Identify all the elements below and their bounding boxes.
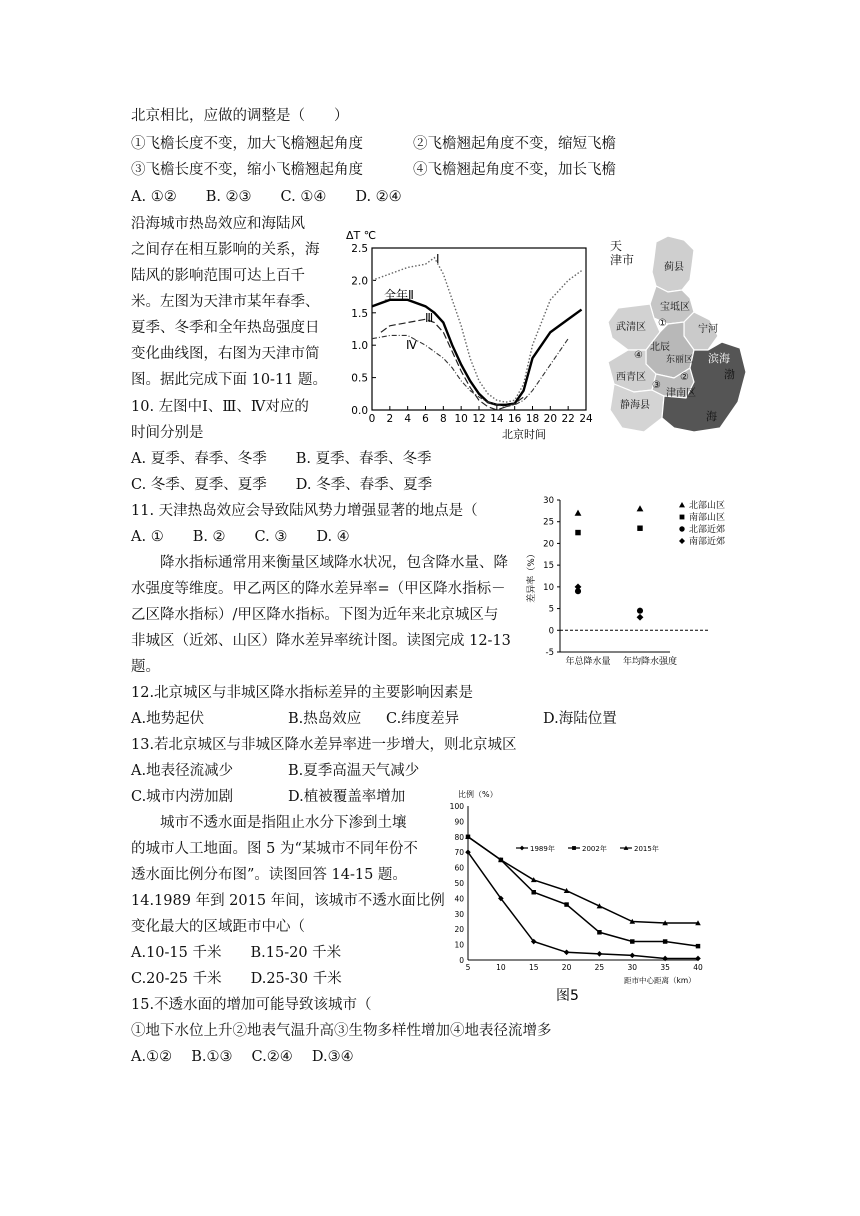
- map-label-jixian: 蓟县: [664, 262, 684, 273]
- x-tick-label: 24: [579, 413, 593, 425]
- q14-stem-2: 变化最大的区域距市中心（: [131, 919, 305, 935]
- impervious-ylabel: 比例（%）: [458, 790, 498, 799]
- heat-island-chart: [330, 222, 596, 444]
- impervious-figure-title: 图5: [556, 988, 579, 1004]
- series-label-III: Ⅲ: [425, 311, 434, 325]
- q10-stem-1: 10. 左图中Ⅰ、Ⅲ、Ⅳ对应的: [131, 399, 309, 415]
- q12-option-d: D.海陆位置: [543, 711, 617, 727]
- q9-option-2: ②飞檐翘起角度不变，缩短飞檐: [413, 136, 616, 152]
- x-tick-label: 2: [386, 413, 394, 425]
- x-tick-label: 8: [439, 413, 447, 425]
- heat-island-xlabel: 北京时间: [502, 428, 546, 441]
- impervious-point: [597, 930, 601, 934]
- series-label-I: Ⅰ: [436, 252, 440, 266]
- passage-12-line-3: 乙区降水指标）/甲区降水指标。下图为近年来北京城区与: [131, 607, 499, 623]
- map-label-jinghai: 静海县: [620, 400, 650, 411]
- y-tick-label: 0.5: [351, 372, 368, 385]
- tianjin-map: [598, 232, 750, 438]
- y-tick-label: 2.0: [351, 275, 368, 288]
- q15-stem: 15.不透水面的增加可能导致该城市（: [131, 997, 372, 1013]
- y-tick-label: 2.5: [351, 243, 368, 255]
- map-marker-3: ③: [652, 380, 661, 391]
- impervious-y-tick-label: 40: [454, 894, 464, 904]
- precip-difference-chart: [520, 488, 750, 670]
- x-tick-label: 0: [368, 413, 376, 425]
- precip-y-tick-label: 30: [543, 496, 554, 506]
- x-tick-label: 4: [404, 413, 412, 425]
- precip-legend-label: 南部山区: [689, 513, 726, 523]
- q9-choices: A. ①② B. ②③ C. ①④ D. ②④: [131, 189, 402, 205]
- impervious-y-tick-label: 60: [454, 863, 464, 873]
- passage-10-line-2: 之间存在相互影响的关系，海: [131, 242, 320, 258]
- q14-choices-1: A.10-15 千米 B.15-20 千米: [131, 945, 342, 961]
- q14-stem-1: 14.1989 年到 2015 年间，该城市不透水面比例: [131, 893, 445, 909]
- q12-stem: 12.北京城区与非城区降水指标差异的主要影响因素是: [131, 685, 474, 701]
- impervious-y-tick-label: 90: [454, 817, 464, 827]
- heat-island-series-3: [381, 319, 524, 410]
- precip-y-tick-label: 10: [543, 582, 554, 593]
- precip-point: [575, 583, 582, 590]
- impervious-x-tick-label: 15: [528, 963, 539, 972]
- x-tick-label: 20: [543, 413, 558, 425]
- x-tick-label: 14: [490, 413, 504, 425]
- q13-option-b: B.夏季高温天气减少: [288, 763, 420, 779]
- impervious-y-tick-label: 80: [454, 832, 464, 842]
- q13-option-c: C.城市内涝加剧: [131, 789, 234, 805]
- impervious-series-line-2: [468, 837, 698, 946]
- precip-legend-label: 北部山区: [689, 501, 726, 511]
- impervious-legend-label: 1989年: [530, 845, 555, 853]
- precip-category-label: 年均降水强度: [622, 657, 678, 667]
- impervious-x-tick-label: 30: [627, 963, 638, 972]
- passage-10-line-3: 陆风的影响范围可达上百千: [131, 268, 305, 284]
- impervious-x-tick-label: 5: [465, 963, 471, 972]
- precip-point: [637, 526, 642, 531]
- passage-14-line-1: 城市不透水面是指阻止水分下渗到土壤: [160, 815, 407, 831]
- impervious-point: [696, 944, 700, 948]
- impervious-point: [629, 953, 635, 959]
- precip-point: [637, 608, 643, 614]
- precip-legend-marker: [679, 502, 685, 507]
- map-label-hai: 海: [706, 410, 717, 423]
- heat-island-series-4: [372, 335, 568, 406]
- q12-option-c: C.纬度差异: [386, 711, 460, 727]
- impervious-y-tick-label: 10: [454, 940, 464, 950]
- q12-option-b: B.热岛效应: [288, 711, 362, 727]
- precip-point: [575, 510, 582, 516]
- precip-point: [637, 505, 644, 511]
- precip-y-tick-label: 25: [543, 517, 554, 528]
- precip-legend-marker: [680, 515, 685, 520]
- x-tick-label: 10: [454, 413, 468, 425]
- passage-10-line-1: 沿海城市热岛效应和海陆风: [131, 216, 305, 232]
- impervious-y-tick-label: 30: [454, 909, 464, 919]
- map-label-xiqing: 西青区: [616, 372, 646, 383]
- x-tick-label: 6: [422, 413, 429, 425]
- series-label-II: 全年Ⅱ: [384, 288, 414, 302]
- map-label-jinnan: 津南区: [666, 388, 696, 399]
- precip-ylabel: 差异率（%）: [527, 549, 537, 603]
- q13-stem: 13.若北京城区与非城区降水差异率进一步增大，则北京城区: [131, 737, 517, 753]
- impervious-x-tick-label: 25: [594, 963, 605, 972]
- map-label-ninghe: 宁河: [698, 324, 718, 335]
- impervious-point: [663, 939, 667, 943]
- precip-point: [637, 614, 644, 621]
- x-tick-label: 18: [525, 413, 540, 425]
- impervious-legend-marker: [520, 846, 525, 851]
- y-tick-label: 1.5: [351, 307, 368, 320]
- q14-choices-2: C.20-25 千米 D.25-30 千米: [131, 971, 342, 987]
- impervious-y-tick-label: 0: [459, 956, 464, 965]
- impervious-legend-label: 2002年: [582, 845, 607, 853]
- q11-choices: A. ① B. ② C. ③ D. ④: [131, 529, 350, 545]
- impervious-legend-label: 2015年: [634, 845, 659, 853]
- q10-choices-2: C. 冬季、夏季、夏季 D. 冬季、春季、夏季: [131, 477, 433, 493]
- map-marker-2: ②: [680, 372, 689, 383]
- passage-12-line-2: 水强度等维度。甲乙两区的降水差异率=（甲区降水指标－: [131, 581, 506, 597]
- impervious-point: [564, 950, 570, 956]
- precip-y-tick-label: 0: [548, 626, 554, 637]
- passage-10-line-5: 夏季、冬季和全年热岛强度日: [131, 320, 320, 336]
- map-marker-1: ①: [658, 318, 667, 329]
- precip-y-tick-label: 5: [548, 604, 554, 615]
- q15-choices: A.①② B.①③ C.②④ D.③④: [131, 1049, 354, 1065]
- impervious-y-tick-label: 20: [454, 925, 464, 935]
- impervious-y-tick-label: 70: [454, 848, 464, 858]
- x-tick-label: 12: [472, 413, 486, 425]
- impervious-y-tick-label: 100: [449, 802, 464, 811]
- precip-legend-label: 南部近郊: [689, 537, 726, 547]
- impervious-surface-chart: [446, 786, 712, 1006]
- map-label-beichen: 北辰: [650, 342, 670, 353]
- heat-island-series-2: [372, 300, 582, 405]
- impervious-y-tick-label: 50: [454, 879, 464, 888]
- map-label-dongli: 东丽区: [666, 355, 694, 365]
- q9-option-3: ③飞檐长度不变，缩小飞檐翘起角度: [131, 162, 363, 178]
- map-marker-4: ④: [634, 350, 643, 361]
- precip-category-label: 年总降水量: [565, 657, 611, 667]
- x-tick-label: 16: [507, 413, 522, 425]
- map-label-bo: 渤: [724, 368, 735, 381]
- precip-y-tick-label: 15: [543, 561, 554, 572]
- impervious-point: [564, 902, 568, 906]
- precip-legend-marker: [679, 526, 684, 531]
- passage-10-line-7: 图。据此完成下面 10-11 题。: [131, 372, 328, 388]
- passage-10-line-6: 变化曲线图，右图为天津市简: [131, 346, 320, 362]
- map-title-line-2: 津市: [610, 253, 635, 267]
- passage-12-line-4: 非城区（近郊、山区）降水差异率统计图。读图完成 12-13: [131, 633, 511, 649]
- y-tick-label: 0.0: [351, 405, 368, 417]
- map-label-binhai: 滨海: [708, 352, 730, 365]
- impervious-x-tick-label: 20: [561, 963, 572, 972]
- map-title-line-1: 天: [610, 239, 623, 253]
- q9-option-4: ④飞檐翘起角度不变，加长飞檐: [413, 162, 616, 178]
- precip-legend-label: 北部近郊: [689, 525, 726, 535]
- impervious-point: [531, 890, 535, 894]
- heat-island-ylabel: ΔT ℃: [346, 229, 377, 242]
- q10-stem-2: 时间分别是: [131, 425, 204, 441]
- map-label-baodi: 宝坻区: [660, 302, 690, 313]
- passage-10-line-4: 米。左图为天津市某年春季、: [131, 294, 320, 310]
- impervious-x-tick-label: 40: [693, 963, 703, 972]
- impervious-x-tick-label: 10: [496, 963, 506, 972]
- q9-stem-tail: 北京相比，应做的调整是（ ）: [131, 108, 349, 124]
- q12-option-a: A.地势起伏: [131, 711, 205, 727]
- q13-option-a: A.地表径流减少: [131, 763, 234, 779]
- q15-statements: ①地下水位上升②地表气温升高③生物多样性增加④地表径流增多: [131, 1023, 552, 1039]
- impervious-legend-marker: [572, 846, 576, 850]
- precip-y-tick-label: -5: [545, 648, 554, 658]
- impervious-x-tick-label: 35: [660, 963, 670, 972]
- impervious-point: [597, 951, 603, 957]
- impervious-point: [630, 939, 634, 943]
- precip-legend-marker: [679, 538, 685, 544]
- q11-stem: 11. 天津热岛效应会导致陆风势力增强显著的地点是（: [131, 503, 478, 519]
- series-label-IV: Ⅳ: [406, 338, 418, 352]
- precip-point: [575, 530, 580, 535]
- q9-option-1: ①飞檐长度不变，加大飞檐翘起角度: [131, 136, 363, 152]
- passage-12-line-5: 题。: [131, 659, 160, 675]
- map-label-wuqing: 武清区: [616, 322, 646, 333]
- y-tick-label: 1.0: [351, 340, 368, 353]
- x-tick-label: 22: [561, 413, 575, 425]
- passage-14-line-2: 的城市人工地面。图 5 为“某城市不同年份不: [131, 841, 418, 857]
- passage-14-line-3: 透水面比例分布图”。读图回答 14-15 题。: [131, 867, 407, 883]
- precip-y-tick-label: 20: [543, 539, 554, 550]
- impervious-xlabel: 距市中心距离（km）: [624, 976, 696, 985]
- passage-12-line-1: 降水指标通常用来衡量区域降水状况，包含降水量、降: [160, 555, 508, 571]
- heat-island-series-1: [372, 258, 582, 403]
- q10-choices-1: A. 夏季、春季、冬季 B. 夏季、春季、冬季: [131, 451, 432, 467]
- q13-option-d: D.植被覆盖率增加: [288, 789, 406, 805]
